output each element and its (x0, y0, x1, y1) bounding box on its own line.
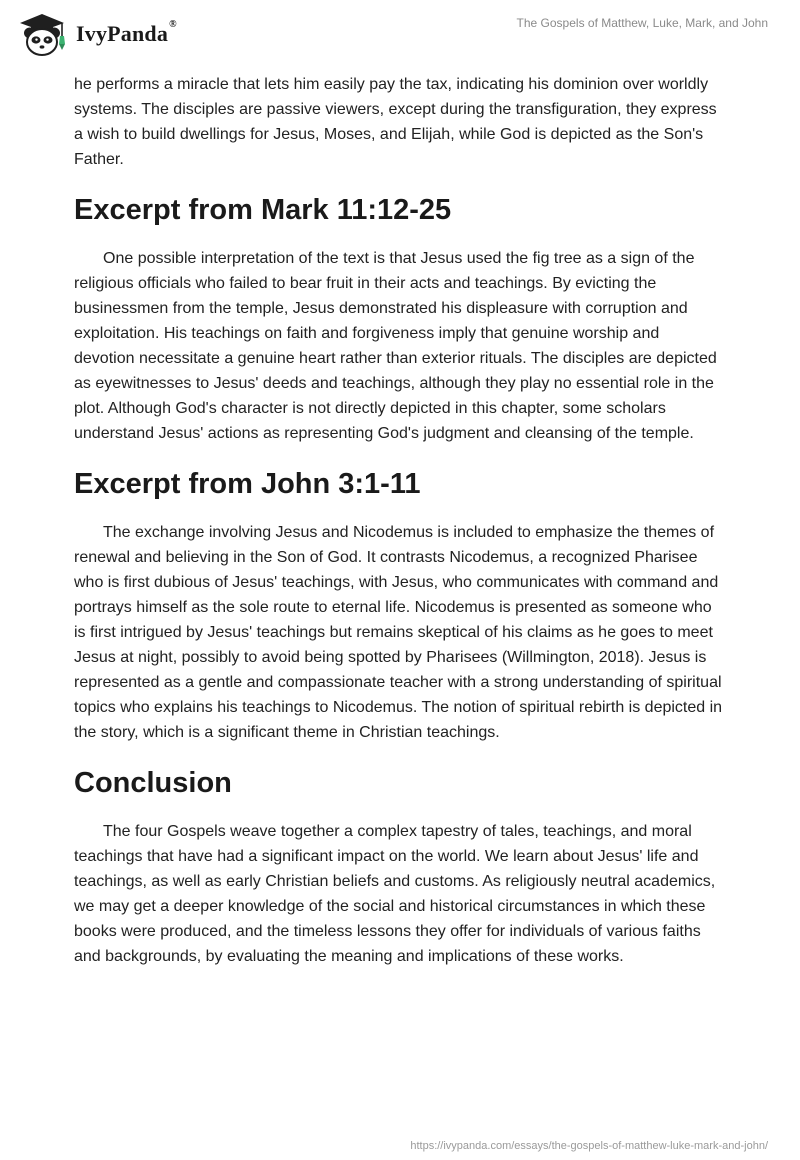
section-paragraph-mark: One possible interpretation of the text is that Jesus used the fig tree as a sign of the religious officials who failed to bear fruit in their acts and teachings. By evicting the businessmen from the temple, Jesus demonstrated his displeasure with corruption and exploitation. His teachings on faith and forgiveness imply that genuine worship and devotion necessitate a genuine heart rather than exterior rituals. The disciples are depicted as eyewitnesses to Jesus' deeds and teachings, although they play no essential role in the plot. Although God's character is not directly depicted in this chapter, some scholars understand Jesus' actions as representing God's judgment and cleansing of the temple. (74, 250, 717, 442)
registered-mark: ® (169, 19, 177, 30)
document-title: The Gospels of Matthew, Luke, Mark, and John (516, 16, 768, 30)
source-url[interactable]: https://ivypanda.com/essays/the-gospels-of-matthew-luke-mark-and-john/ (410, 1140, 768, 1152)
ivypanda-logo[interactable] (14, 10, 177, 58)
section-heading-conclusion: Conclusion (74, 767, 232, 799)
essay-content (74, 72, 724, 969)
section-paragraph-john: The exchange involving Jesus and Nicodemus is included to emphasize the themes of renewal and believing in the Son of God. It contrasts Nicodemus, a recognized Pharisee who is first dubious of Jesus' teachings, with Jesus, who communicates with command and portrays himself as the sole route to eternal life. Nicodemus is presented as someone who is first intrigued by Jesus' teachings but remains skeptical of his claims as he goes to meet Jesus at night, possibly to avoid being spotted by Pharisees (Willmington, 2018). Jesus is represented as a gentle and compassionate teacher with a strong understanding of spiritual topics who explains his teachings to Nicodemus. The notion of spiritual rebirth is depicted in the story, which is a significant theme in Christian teachings. (74, 524, 723, 741)
page-header (0, 0, 800, 70)
panda-graduate-icon (14, 10, 70, 58)
intro-paragraph: he performs a miracle that lets him easily pay the tax, indicating his dominion over worldly systems. The disciples are passive viewers, except during the transfiguration, they express a wish to build dwellings for Jesus, Moses, and Elijah, while God is depicted as the Son's Father. (74, 76, 717, 168)
section-heading-mark: Excerpt from Mark 11:12-25 (74, 194, 452, 226)
section-paragraph-conclusion: The four Gospels weave together a complex tapestry of tales, teachings, and moral teachings that have had a significant impact on the world. We learn about Jesus' life and teachings, as well as early Christian beliefs and customs. As religiously neutral academics, we may get a deeper knowledge of the social and historical circumstances in which these books were produced, and the timeless lessons they offer for individuals of various faiths and backgrounds, by evaluating the meaning and implications of these works. (74, 823, 716, 965)
section-heading-john: Excerpt from John 3:1-11 (74, 468, 421, 500)
logo-text: IvyPanda® (76, 19, 177, 46)
